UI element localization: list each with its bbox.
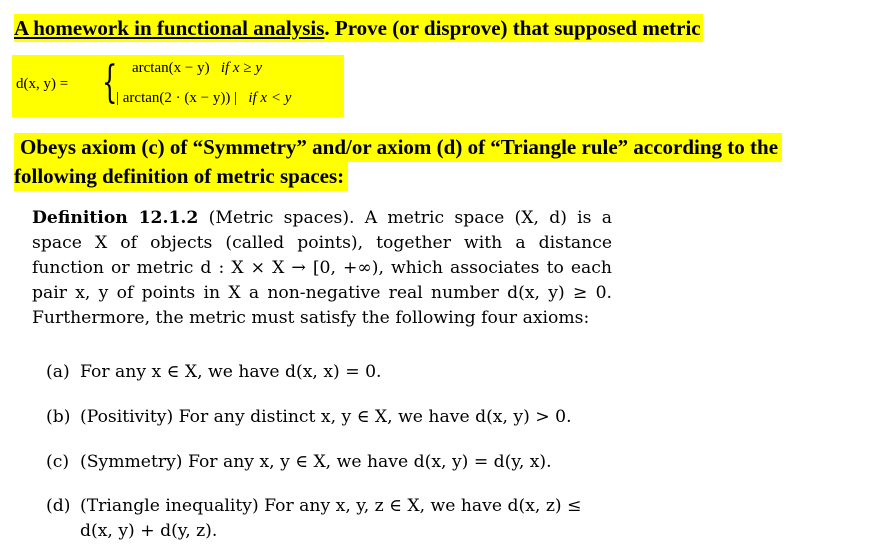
definition-text: (Metric spaces). A metric space (X, d) is a space X of objects (called points), together with a distance function or metric d : X × X → [0, +∞), which associates to each pair x, y of points in X a non-negative real number d(x, y) ≥ 0. Furthermore, the metric must satisfy the following four axioms: [32, 208, 613, 328]
axiom-label: (c) [46, 452, 70, 472]
axiom-text: For any x ∈ X, we have d(x, x) = 0. [80, 362, 382, 382]
axiom-text-line-1: (Triangle inequality) For any x, y, z ∈ X, we have d(x, z) ≤ [80, 496, 582, 516]
question-line-1: Obeys axiom (c) of “Symmetry” and/or axiom (d) of “Triangle rule” according to the [14, 133, 782, 162]
formula-case-2 [116, 90, 291, 107]
homework-title [14, 14, 703, 42]
formula-lhs: d(x, y) = [16, 76, 69, 92]
question-text [14, 133, 872, 191]
definition-heading: Definition 12.1.2 [32, 208, 199, 228]
definition-block [32, 206, 612, 331]
case-2-expression: | arctan(2 · (x − y)) | [116, 90, 238, 106]
metric-formula [12, 55, 344, 117]
left-brace-icon: { [102, 57, 118, 108]
axiom-d [46, 494, 606, 544]
axiom-label: (b) [46, 407, 71, 427]
case-1-expression: arctan(x − y) [132, 60, 210, 76]
axiom-label: (d) [46, 496, 71, 516]
title-underlined: A homework in functional analysis [14, 16, 325, 40]
axiom-text: (Symmetry) For any x, y ∈ X, we have d(x, y) = d(y, x). [80, 452, 552, 472]
axiom-a [46, 360, 606, 385]
definition-paragraph [32, 206, 612, 331]
question-line-2: following definition of metric spaces: [14, 162, 348, 191]
axiom-label: (a) [46, 362, 70, 382]
case-2-condition: if x < y [248, 90, 292, 106]
title-rest: . Prove (or disprove) that supposed metric [324, 16, 701, 40]
axiom-text: (Positivity) For any distinct x, y ∈ X, we have d(x, y) > 0. [80, 407, 572, 427]
axiom-c [46, 450, 606, 475]
case-1-condition: if x ≥ y [220, 60, 262, 76]
axiom-b [46, 405, 606, 430]
axiom-text-line-2: d(x, y) + d(y, z). [80, 521, 218, 541]
formula-case-1 [132, 60, 262, 77]
